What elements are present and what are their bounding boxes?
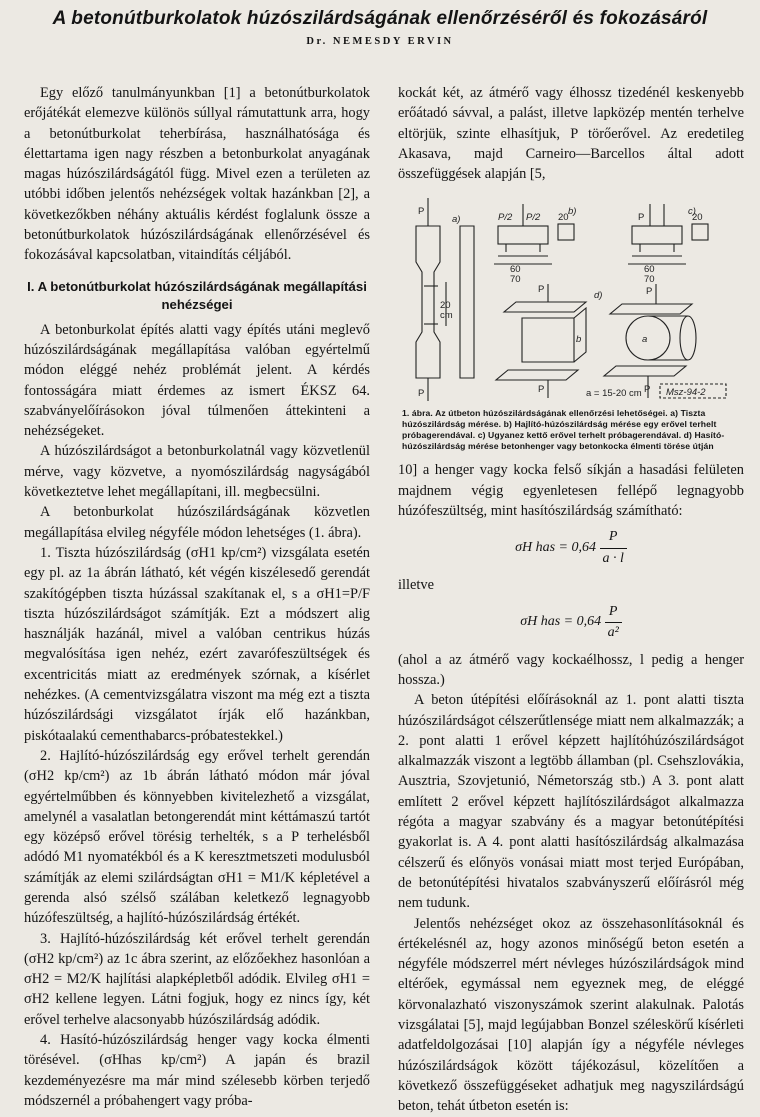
formula-1-denominator: a · l bbox=[602, 550, 624, 566]
formula-2-lhs: σH has = 0,64 bbox=[520, 614, 602, 630]
svg-text:20: 20 bbox=[440, 300, 451, 312]
formula-1-numerator: P bbox=[600, 527, 627, 548]
svg-text:a: a bbox=[642, 334, 648, 346]
svg-text:b: b bbox=[576, 334, 582, 346]
paragraph-2: A húzószilárdságot a betonburkolatnál vagy közvetlenül mérve, vagy közvetve, a nyomószilárdság nagyságából következtetve lehet megállapítani, ill. megbecsülni. bbox=[24, 443, 370, 501]
figure-drawing bbox=[398, 186, 744, 408]
svg-text:P: P bbox=[418, 388, 425, 400]
list-item-2: 2. Hajlító-húzószilárdság egy erővel terhelt gerendán (σH2 kp/cm²) az 1b ábrán látható módon már jóval egyértelműbben és könnyebben kivitelezhető a vizsgálat, amelynél a vasalatlan betongerendát mint kéttámaszú tartót egy középső erővel törésig terhelték, s a P terhelésből adódó M1 nyomatékból és a K keresztmetszeti modulusból számítják az elemi szilárdságtan σH1 = M1/K képletével a gerenda alsó szélső szálában keletkező legnagyobb húzófeszültség, a hajlító-húzószilárdság értékét. bbox=[24, 747, 370, 927]
svg-text:60: 60 bbox=[510, 264, 521, 276]
svg-text:P/2: P/2 bbox=[526, 212, 541, 224]
section-heading: I. A betonútburkolat húzószilárdságának megállapítási nehézségei bbox=[27, 278, 367, 312]
paragraph-beton: A beton útépítési előírásoknál az 1. pont alatti tiszta húzószilárdságot célszerűtlensége miatt nem alkalmazzák; a 2. pont alatti 1 erővel képzett hajlítóhúzószilárdságot alkalmazzák viszont a legtöbb államban (pl. Csehszlovákia, Ausztria, Szovjetunió, Németország stb.) A 3. pont alatt említett 2 erővel képzett hajlítószilárdságot alkalmazza régóta a magyar szabvány és a magyar betonútépítési gyakorlat is. A 4. pont alatti hasítószilárdság alkalmazása célszerű és előnyös vonásai miatt most terjed Európában, de betonútépítési hivatalos szabványszerű előírásról még nem tudunk. bbox=[398, 692, 744, 912]
svg-text:a = 15-20 cm: a = 15-20 cm bbox=[586, 388, 642, 400]
paragraph-1: A betonburkolat építés alatti vagy építés utáni meglevő húzószilárdságának megállapítása valóban egyértelmű módon eléggé nehéz problémát jelent. A kérdés fontosságára miatt érdemes az ismert ÉKSZ 64. szabványelőírásokon jóval túlmenően áttekinteni a nehézségeket. bbox=[24, 321, 370, 440]
intro-paragraph: Egy előző tanulmányunkban [1] a betonútburkolatok erőjátékát elemezve különös súllyal rámutattunk arra, hogy a betonútburkolat teherbírása, használhatósága és élettartama igen nagy részben a betonburkolat anyagának magas húzószilárdságától függ. Mivel ezen a területen az utóbbi időben jelentős nehézségek voltak hazánkban [2], a következőkben néhány aktuális kérdést foglalunk össze a betonútburkolatok húzószilárdságának ellenőrzésével és fokozásával kapcsolatban, vitaindítás céljából. bbox=[24, 85, 370, 264]
formula-1-fraction bbox=[600, 527, 627, 569]
paragraph-3: A betonburkolat húzószilárdságának közvetlen megállapítása elvileg négyféle módon lehetséges (1. ábra). bbox=[24, 504, 370, 541]
svg-text:P: P bbox=[644, 384, 651, 396]
svg-text:P: P bbox=[646, 286, 653, 298]
fig-label-a: a) bbox=[452, 214, 461, 226]
paragraph-jelentos: Jelentős nehézséget okoz az összehasonlításoknál és értékelésnél az, hogy azonos minőségű beton esetén a négyféle módszerrel mért névleges húzószilárdságok mind eltérőek, egymással nem egyeznek meg, de eléggé körvonalazható viszonyszámok szerint alakulnak. Palotás vizsgálatai [5], majd legújabban Bonzel széleskörű kísérleti adatfeldolgozásai [10] alapján így a négyféle névleges húzószilárdságok között tájékozásul, közelítően a következő összefüggéseket adhatjuk meg nagyszilárdságú beton, tehát útbeton esetén is: bbox=[398, 915, 744, 1115]
svg-text:60: 60 bbox=[644, 264, 655, 276]
svg-text:P: P bbox=[538, 384, 545, 396]
svg-text:70: 70 bbox=[644, 274, 655, 286]
formula-2-fraction bbox=[605, 602, 622, 644]
svg-text:P: P bbox=[538, 284, 545, 296]
formula-1-lhs: σH has = 0,64 bbox=[515, 540, 597, 556]
svg-text:20: 20 bbox=[558, 212, 569, 224]
fig-label-b: b) bbox=[568, 206, 577, 218]
paragraph-continued: kockát két, az átmérő vagy élhossz tizedénél keskenyebb erőátadó sávval, a palást, illetve lapközép mentén terhelve eltörjük, szinte elhasítjuk, P törőerővel. Az eredetileg Akasava, majd Carneiro—Barcellos által adott összefüggések alapján [5, bbox=[398, 85, 744, 183]
fig-label-c: c) bbox=[688, 206, 696, 218]
fig-stamp: Msz-94-2 bbox=[666, 387, 706, 399]
svg-text:P/2: P/2 bbox=[498, 212, 513, 224]
figure-1 bbox=[398, 186, 744, 408]
illetve-label: illetve bbox=[398, 577, 434, 594]
article-title: A betonútburkolatok húzószilárdságának ellenőrzéséről és fokozásáról bbox=[52, 8, 708, 29]
left-column bbox=[24, 83, 370, 1111]
right-column bbox=[398, 83, 744, 1117]
list-item-3: 3. Hajlító-húzószilárdság két erővel terhelt gerendán (σH2 kp/cm²) az 1c ábra szerint, az előzőekhez hasonlóan a σH2 = M2/K hajlítási alapképletből adódik. Elvileg σH1 = σH2 kellene legyen. Látni fogjuk, hogy ez nincs így, két erővel terhelve alacsonyabb húzószilárdság adódik. bbox=[24, 930, 370, 1028]
formula-2-denominator: a² bbox=[607, 624, 619, 640]
formula-1 bbox=[398, 527, 744, 569]
paragraph-where: (ahol a az átmérő vagy kockaélhossz, l pedig a henger hossza.) bbox=[398, 651, 744, 688]
formula-2-numerator: P bbox=[605, 602, 622, 623]
svg-text:P: P bbox=[638, 212, 645, 224]
list-item-1: 1. Tiszta húzószilárdság (σH1 kp/cm²) vizsgálata esetén egy pl. az 1a ábrán látható, két végén kiszélesedő gerendát szakítógépben tiszta húzással szakítanak el, s a σH1=P/F tiszta húzószilárdságot számítják. Ezt a módszert alig használják hazánál, mivel a valóban centrikus húzás megvalósítása igen nehéz, ezért zavarófeszültségek és excentricitás miatt az eredmények szórnak, a kísérlet nehézkes. (A cementvizsgálatra viszont ma még ezt a tiszta húzószilárdsági vizsgálatot írják elő hazánkban, piskótaalakú cementhabarcs-próbatestekkel.) bbox=[24, 544, 370, 744]
svg-text:20: 20 bbox=[692, 212, 703, 224]
fig-label-d: d) bbox=[594, 290, 603, 302]
list-item-4: 4. Hasító-húzószilárdság henger vagy kocka élmenti törésével. (σHhas kp/cm²) A japán és brazil kezdeményezésre ma már mind szélesebb körben terjedő módszernél a próbahengert vagy próba- bbox=[24, 1032, 370, 1109]
author-byline: Dr. NEMESDY ERVIN bbox=[306, 36, 454, 47]
formula-2 bbox=[398, 602, 744, 644]
svg-text:cm: cm bbox=[440, 310, 453, 322]
svg-text:70: 70 bbox=[510, 274, 521, 286]
figure-caption: 1. ábra. Az útbeton húzószilárdságának ellenőrzési lehetőségei. a) Tiszta húzószilárdság mérése. b) Hajlító-húzószilárdság mérése egy erővel terhelt próbagerendával. c) Ugyanez kettő erővel terhelt próbagerendával. d) Hasító-húzószilárdság mérése betonhenger vagy betonkocka élmenti törése útján bbox=[402, 408, 725, 452]
svg-text:P: P bbox=[418, 206, 425, 218]
paragraph-after-figure: 10] a henger vagy kocka felső síkján a hasadási felületen majdnem végig egyenletesen fellépő legnagyobb húzófeszültség, mint hasítószilárdság számítható: bbox=[398, 462, 744, 520]
